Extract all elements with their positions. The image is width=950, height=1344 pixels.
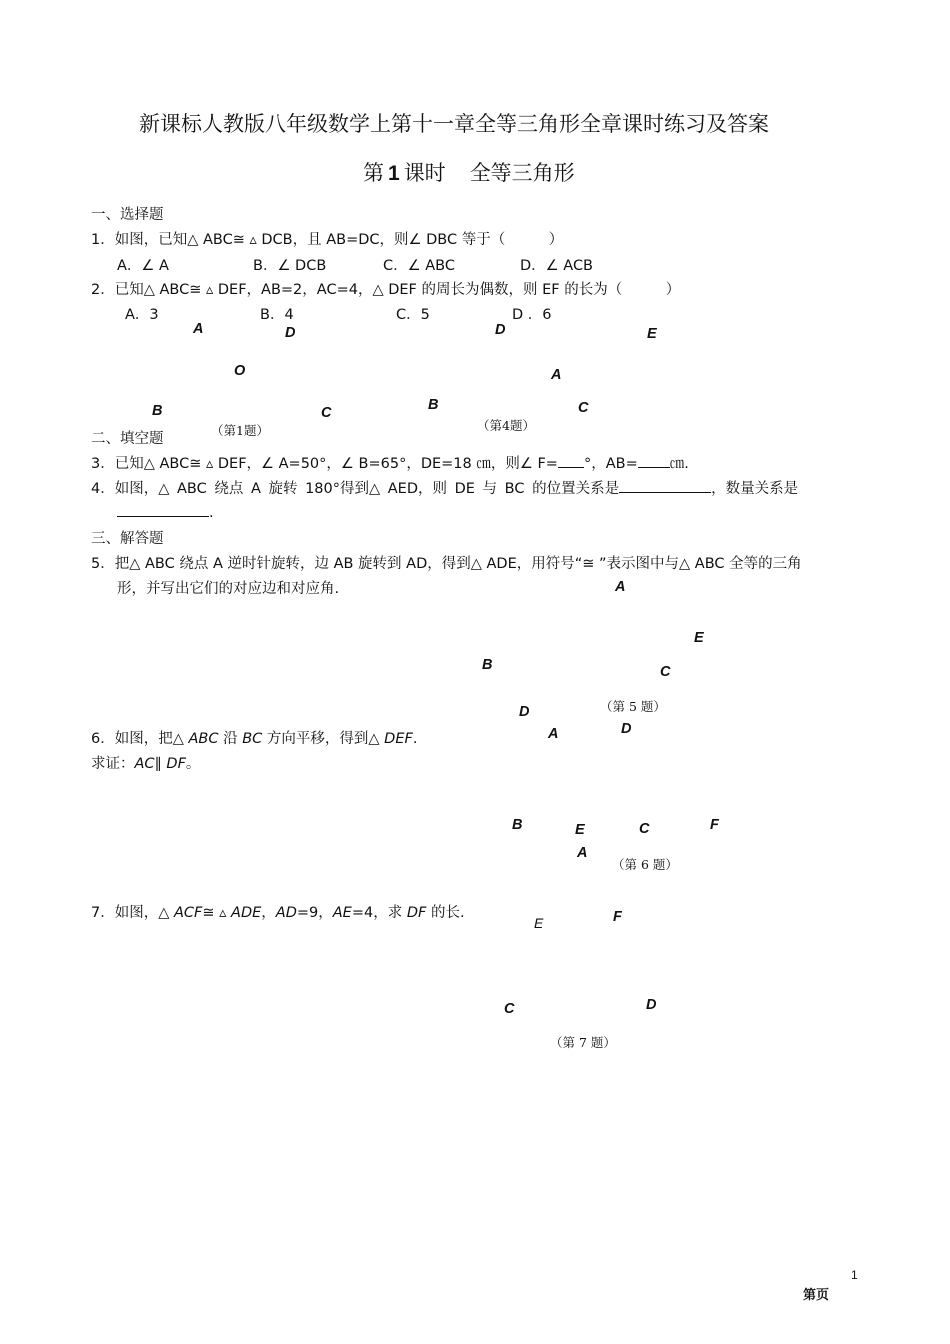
subtitle-num: 1	[388, 162, 400, 185]
q2-option-b: B．4	[260, 307, 294, 323]
q6-def: DEF	[384, 731, 413, 747]
fig5-label-a: A	[615, 579, 626, 595]
question-5-line1: 5．把△ ABC 绕点 A 逆时针旋转，边 AB 旋转到 AD，得到△ ADE，用符号“≅ ”表示图中与△ ABC 全等的三角	[91, 556, 802, 572]
q4-text-1: 4．如图，△ ABC 绕点 A 旋转 180°得到△ AED，则 DE 与 BC 的位置关系是	[91, 481, 620, 497]
q6-ac: AC	[134, 756, 155, 772]
fig4-caption: （第4题）	[477, 418, 535, 433]
q7-text-3: =4，求	[351, 905, 407, 921]
q6-text-3: .	[412, 731, 418, 747]
q3-text-2: °，AB=	[583, 456, 638, 472]
section-heading-fill: 二、填空题	[91, 431, 164, 447]
q1-option-a: A．∠ A	[117, 258, 169, 274]
q6-df: DF	[166, 756, 186, 772]
q7-text-1: ，	[261, 905, 276, 921]
q7-ad: AD	[275, 905, 297, 921]
q2-option-a: A．3	[125, 307, 159, 323]
fig1-label-d: D	[285, 325, 296, 341]
q3-text-1: 3．已知△ ABC≅ ▵ DEF，∠ A=50°，∠ B=65°，DE=18 ㎝，则∠ F=	[91, 456, 558, 472]
q7-cong: ≅ ▵	[202, 905, 232, 921]
fig5-caption: （第 5 题）	[600, 699, 666, 714]
fig7-label-e: E	[534, 915, 544, 931]
question-2: 2．已知△ ABC≅ ▵ DEF，AB=2，AC=4，△ DEF 的周长为偶数，则 EF 的长为（ ）	[91, 282, 681, 298]
fig4-label-d: D	[495, 322, 506, 338]
question-3	[91, 452, 689, 473]
q6-text-num: 6．如图，把△	[91, 731, 189, 747]
fig4-label-c: C	[578, 400, 589, 416]
subtitle-mid: 课时	[403, 161, 446, 185]
lesson-subtitle	[363, 157, 575, 187]
q6-proof-label: 求证：	[91, 756, 135, 772]
q7-ae: AE	[332, 905, 352, 921]
q6-end: 。	[185, 756, 201, 772]
fig5-label-b: B	[482, 657, 493, 673]
q1-option-c: C．∠ ABC	[383, 258, 455, 274]
fig5-label-d: D	[519, 704, 530, 720]
fig1-caption: （第1题）	[211, 423, 269, 438]
page-number: 1	[851, 1268, 858, 1282]
q6-abc: ABC	[188, 731, 219, 747]
fig1-label-c: C	[321, 405, 332, 421]
q7-ade: ADE	[231, 905, 262, 921]
question-4	[91, 477, 798, 498]
section-heading-choice: 一、选择题	[91, 207, 164, 223]
q7-text-2: =9，	[296, 905, 333, 921]
fig1-label-a: A	[193, 321, 204, 337]
fig5-label-e: E	[694, 630, 704, 646]
q1-option-d: D．∠ ACB	[520, 258, 594, 274]
fig7-label-c: C	[504, 1001, 515, 1017]
fig7-caption: （第 7 题）	[550, 1035, 616, 1050]
q6-parallel: ∥	[154, 756, 167, 772]
page-footer: 第页	[803, 1288, 830, 1303]
q3-blank-length[interactable]	[638, 453, 670, 468]
q7-acf: ACF	[174, 905, 203, 921]
q4-end: .	[209, 505, 214, 521]
q6-text-1: 沿	[218, 731, 243, 747]
section-heading-solve: 三、解答题	[91, 531, 164, 547]
q4-text-2: ，数量关系是	[711, 481, 799, 497]
document-title: 新课标人教版八年级数学上第十一章全等三角形全章课时练习及答案	[139, 112, 769, 136]
q3-text-3: ㎝.	[669, 456, 689, 472]
fig6-label-b: B	[512, 817, 523, 833]
q2-option-c: C．5	[396, 307, 430, 323]
q6-bc: BC	[242, 731, 263, 747]
fig6-label-d: D	[621, 721, 632, 737]
question-6	[91, 727, 417, 748]
fig7-label-f: F	[613, 909, 622, 925]
subtitle-prefix: 第	[363, 161, 384, 185]
fig6-label-e: E	[575, 822, 585, 838]
q6-text-2: 方向平移，得到△	[262, 731, 385, 747]
q1-option-b: B．∠ DCB	[253, 258, 327, 274]
question-4-line2	[117, 502, 214, 521]
fig7-label-a: A	[577, 845, 588, 861]
fig6-label-a: A	[548, 726, 559, 742]
q4-blank-position[interactable]	[619, 478, 711, 493]
q2-option-d: D ．6	[512, 307, 552, 323]
q7-text-4: 的长.	[426, 905, 465, 921]
fig6-label-f: F	[710, 817, 719, 833]
q4-blank-quantity[interactable]	[117, 502, 209, 517]
q7-text-num: 7．如图，△	[91, 905, 174, 921]
fig4-label-a: A	[551, 367, 562, 383]
fig1-label-b: B	[152, 403, 163, 419]
fig5-label-c: C	[660, 664, 671, 680]
question-5-line2: 形，并写出它们的对应边和对应角.	[117, 581, 340, 597]
question-7	[91, 901, 465, 922]
fig6-caption: （第 6 题）	[612, 857, 678, 872]
q3-blank-angle[interactable]	[558, 453, 584, 468]
fig6-label-c: C	[639, 821, 650, 837]
fig1-label-o: O	[234, 363, 246, 379]
q7-df: DF	[406, 905, 427, 921]
fig7-label-d: D	[646, 997, 657, 1013]
fig4-label-e: E	[647, 326, 657, 342]
subtitle-topic: 全等三角形	[469, 161, 575, 185]
fig4-label-b: B	[428, 397, 439, 413]
question-6-proof	[91, 752, 200, 773]
question-1: 1．如图，已知△ ABC≅ ▵ DCB，且 AB=DC，则∠ DBC 等于（ ）	[91, 232, 564, 248]
